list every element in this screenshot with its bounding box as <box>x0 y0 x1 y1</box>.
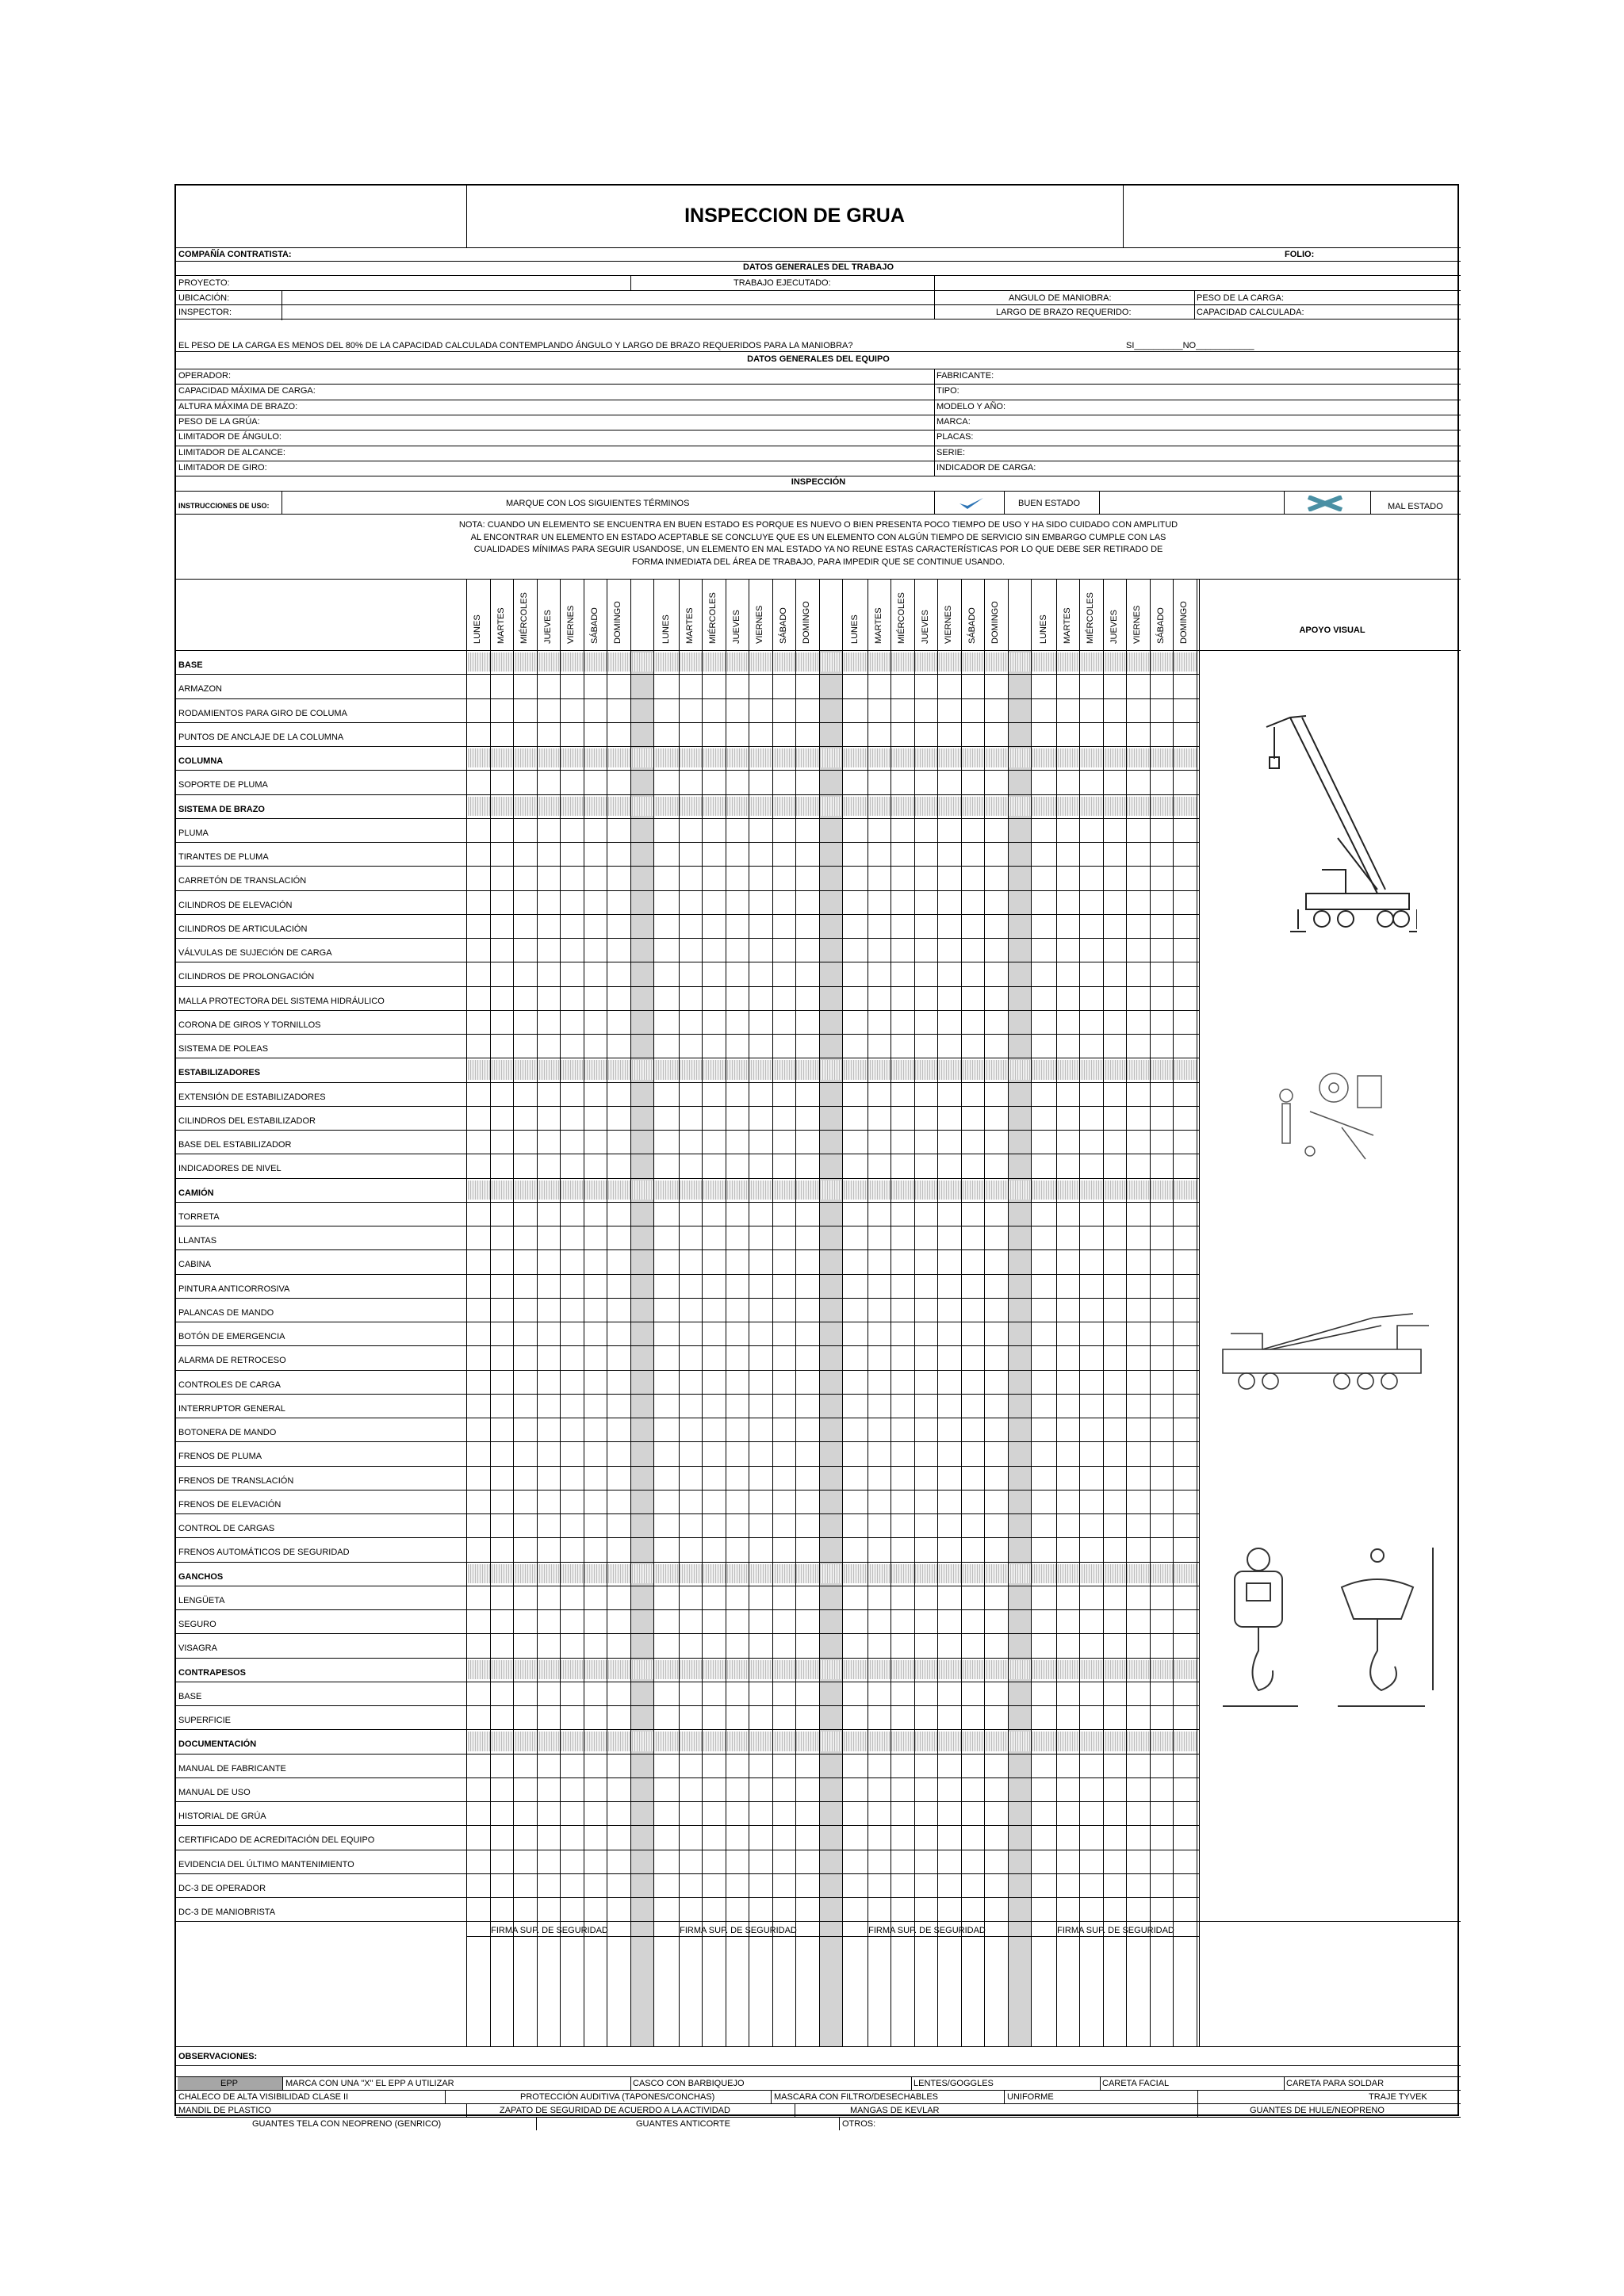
day-header: SÁBADO <box>589 607 599 644</box>
item-label: BOTONERA DE MANDO <box>178 1428 277 1437</box>
row-rule <box>176 1441 1199 1442</box>
col-rule <box>961 579 962 2046</box>
day-header: DOMINGO <box>802 601 811 644</box>
row-rule <box>176 1106 1199 1107</box>
row-rule <box>176 1658 1199 1659</box>
day-header: VIERNES <box>566 605 576 644</box>
row-rule <box>176 698 1199 699</box>
rule <box>176 351 1461 352</box>
item-label: SEGURO <box>178 1620 216 1629</box>
row-rule <box>176 1202 1199 1203</box>
col-rule <box>702 579 703 2046</box>
equipment-field-right: MARCA: <box>936 416 971 427</box>
rule <box>176 2103 1461 2104</box>
equipment-field-right: INDICADOR DE CARGA: <box>936 462 1036 473</box>
section-hatch <box>468 1732 1197 1751</box>
observations-label: OBSERVACIONES: <box>178 2052 258 2062</box>
day-header: SÁBADO <box>778 607 788 644</box>
epp-item: CASCO CON BARBIQUEJO <box>633 2079 745 2089</box>
work-done-label: TRABAJO EJECUTADO: <box>733 278 831 288</box>
signature-label: FIRMA SUP. DE SEGURIDAD <box>868 1926 986 1936</box>
day-header: MIÉRCOLES <box>519 592 529 644</box>
rule <box>630 275 631 290</box>
col-rule <box>1173 579 1174 2046</box>
inspection-note-line: FORMA INMEDIATA DEL ÁREA DE TRABAJO, PARA IMPEDIR QUE SE CONTINUE USANDO. <box>631 557 1005 567</box>
check-icon <box>958 496 985 511</box>
row-rule <box>176 1513 1199 1514</box>
row-rule <box>176 1034 1199 1035</box>
epp-item: CARETA PARA SOLDAR <box>1286 2079 1385 2089</box>
cross-icon <box>1307 496 1343 511</box>
item-label: CABINA <box>178 1260 211 1270</box>
equipment-field-left: LIMITADOR DE ALCANCE: <box>178 447 285 457</box>
row-rule <box>176 722 1199 723</box>
general-work-title: DATOS GENERALES DEL TRABAJO <box>742 262 894 272</box>
row-rule <box>176 1249 1199 1250</box>
rule <box>1199 1921 1461 1922</box>
day-header: DOMINGO <box>990 601 1000 644</box>
rule <box>176 290 1461 291</box>
item-label: PINTURA ANTICORROSIVA <box>178 1284 290 1294</box>
rule <box>466 2103 467 2117</box>
col-rule <box>537 579 538 2046</box>
row-rule <box>176 1370 1199 1371</box>
item-label: MANUAL DE USO <box>178 1787 251 1797</box>
inspection-note-line: AL ENCONTRAR UN ELEMENTO EN ESTADO ACEPTABLE SE CONCLUYE QUE ES UN ELEMENTO CON ALGÚN TIEMPO DE SERVICIO SIN EMBARGO CUMPLE CON LAS <box>470 532 1166 542</box>
item-label: CORONA DE GIROS Y TORNILLOS <box>178 1020 321 1030</box>
row-rule <box>176 1897 1199 1898</box>
section-label: SISTEMA DE BRAZO <box>178 804 265 814</box>
signature-label: FIRMA SUP. DE SEGURIDAD <box>1057 1926 1174 1936</box>
equipment-field-left: OPERADOR: <box>178 371 232 381</box>
day-header: MARTES <box>1062 607 1072 644</box>
day-header: VIERNES <box>1132 605 1142 644</box>
row-rule <box>176 1274 1199 1275</box>
col-rule <box>984 579 985 2046</box>
day-header: VIERNES <box>755 605 764 644</box>
rule <box>176 261 1461 262</box>
row-rule <box>176 986 1199 987</box>
section-label: DOCUMENTACIÓN <box>178 1739 257 1750</box>
crane-drawing-icon <box>1258 711 1417 965</box>
item-label: BOTÓN DE EMERGENCIA <box>178 1332 285 1341</box>
folio-label: FOLIO: <box>1285 250 1315 259</box>
item-label: FRENOS DE ELEVACIÓN <box>178 1499 282 1510</box>
row-rule <box>176 1754 1199 1755</box>
epp-item: GUANTES DE HULE/NEOPRENO <box>1250 2106 1385 2116</box>
signature-label: FIRMA SUP. DE SEGURIDAD <box>680 1926 797 1936</box>
row-rule <box>176 1466 1199 1467</box>
equipment-field-right: MODELO Y AÑO: <box>936 401 1006 411</box>
row-rule <box>176 794 1199 795</box>
row-rule <box>176 1345 1199 1346</box>
hook-scale-icon <box>1211 1540 1449 1714</box>
col-rule <box>560 579 561 2046</box>
rule <box>934 491 935 514</box>
col-rule <box>914 579 915 2046</box>
equipment-field-left: LIMITADOR DE GIRO: <box>178 462 267 473</box>
item-label: SISTEMA DE POLEAS <box>178 1044 269 1054</box>
section-hatch <box>468 1564 1197 1583</box>
row-rule <box>176 1178 1199 1179</box>
col-rule <box>679 579 680 2046</box>
row-rule <box>176 818 1199 819</box>
day-header: DOMINGO <box>1179 601 1189 644</box>
row-rule <box>176 842 1199 843</box>
epp-item: CHALECO DE ALTA VISIBILIDAD CLASE II <box>178 2092 349 2103</box>
day-header: LUNES <box>661 614 671 644</box>
equipment-field-left: LIMITADOR DE ÁNGULO: <box>178 432 282 442</box>
row-rule <box>176 1537 1199 1538</box>
day-header: DOMINGO <box>613 601 622 644</box>
epp-instruction: MARCA CON UNA "X" EL EPP A UTILIZAR <box>285 2079 454 2089</box>
item-label: CONTROL DE CARGAS <box>178 1524 275 1533</box>
rule <box>282 2076 283 2090</box>
epp-item: MASCARA CON FILTRO/DESECHABLES <box>774 2092 939 2103</box>
separator-column <box>1008 650 1032 2046</box>
item-label: DC-3 DE MANIOBRISTA <box>178 1908 276 1917</box>
col-rule <box>630 579 631 2046</box>
item-label: FRENOS AUTOMÁTICOS DE SEGURIDAD <box>178 1548 350 1558</box>
item-label: ARMAZON <box>178 684 222 695</box>
row-rule <box>176 1777 1199 1778</box>
item-label: MALLA PROTECTORA DEL SISTEMA HIDRÁULICO <box>178 996 385 1006</box>
item-label: FRENOS DE PLUMA <box>178 1452 262 1462</box>
rule <box>630 2076 631 2090</box>
item-label: PLUMA <box>178 828 209 838</box>
row-rule <box>176 746 1199 747</box>
rule <box>536 2117 537 2130</box>
rule <box>1004 2090 1005 2103</box>
col-rule <box>490 579 491 2046</box>
section-label: COLUMNA <box>178 756 224 766</box>
day-header: MARTES <box>873 607 883 644</box>
rule <box>176 650 1461 651</box>
visual-aid-header: APOYO VISUAL <box>1299 626 1365 635</box>
item-label: RODAMIENTOS PARA GIRO DE COLUMA <box>178 708 347 718</box>
calc-capacity-label: CAPACIDAD CALCULADA: <box>1197 308 1304 317</box>
mark-terms-label: MARQUE CON LOS SIGUIENTES TÉRMINOS <box>506 499 690 508</box>
rule <box>445 2090 446 2103</box>
section-hatch <box>468 1660 1197 1679</box>
rule <box>176 2065 1461 2066</box>
inspection-note-line: NOTA: CUANDO UN ELEMENTO SE ENCUENTRA EN BUEN ESTADO ES PORQUE ES NUEVO O BIEN PRESENTA POCO TIEMPO DE USO Y HA SIDO CUIDADO CON AMPLITUD <box>458 520 1178 530</box>
location-label: UBICACIÓN: <box>178 293 230 303</box>
project-label: PROYECTO: <box>178 278 230 288</box>
epp-item: LENTES/GOGGLES <box>914 2079 994 2089</box>
row-rule <box>176 866 1199 867</box>
rule <box>176 275 1461 276</box>
instructions-label: INSTRUCCIONES DE USO: <box>178 502 270 510</box>
row-rule <box>176 1010 1199 1011</box>
epp-item: GUANTES TELA CON NEOPRENO (GENRICO) <box>252 2119 442 2130</box>
rule <box>934 275 935 319</box>
row-rule <box>176 674 1199 675</box>
col-rule <box>772 579 773 2046</box>
row-rule <box>176 1130 1199 1131</box>
item-label: LENGÜETA <box>178 1595 225 1605</box>
signature-label: FIRMA SUP. DE SEGURIDAD <box>491 1926 608 1936</box>
section-hatch <box>468 652 1197 672</box>
equipment-field-right: SERIE: <box>936 447 966 457</box>
load-question: EL PESO DE LA CARGA ES MENOS DEL 80% DE LA CAPACIDAD CALCULADA CONTEMPLANDO ÁNGULO Y LARGO DE BRAZO REQUERIDOS PARA LA MANIOBRA? <box>178 341 853 350</box>
day-header: MIÉRCOLES <box>897 592 906 644</box>
rule <box>176 247 1461 248</box>
item-label: TORRETA <box>178 1211 220 1222</box>
day-header: JUEVES <box>1109 610 1119 644</box>
section-label: GANCHOS <box>178 1571 224 1582</box>
rule <box>176 384 1461 385</box>
row-rule <box>176 1873 1199 1874</box>
epp-item: OTROS: <box>842 2119 876 2130</box>
item-label: CILINDROS DE ARTICULACIÓN <box>178 924 308 934</box>
section-label: CAMIÓN <box>178 1188 214 1198</box>
company-label: COMPAÑÍA CONTRATISTA: <box>178 250 292 259</box>
rule <box>1197 2103 1198 2117</box>
row-rule <box>176 770 1199 771</box>
col-rule <box>819 579 820 2046</box>
item-label: BASE DEL ESTABILIZADOR <box>178 1140 292 1150</box>
section-label: ESTABILIZADORES <box>178 1068 261 1078</box>
angle-label: ANGULO DE MANIOBRA: <box>1009 293 1112 303</box>
rule <box>1197 2090 1198 2103</box>
section-label: BASE <box>178 660 203 670</box>
item-label: VÁLVULAS DE SUJECIÓN DE CARGA <box>178 948 332 958</box>
item-label: CILINDROS DEL ESTABILIZADOR <box>178 1115 316 1126</box>
row-rule <box>176 1705 1199 1706</box>
item-label: CONTROLES DE CARGA <box>178 1380 281 1390</box>
epp-item: MANGAS DE KEVLAR <box>850 2106 940 2116</box>
equipment-title: DATOS GENERALES DEL EQUIPO <box>747 354 890 364</box>
equipment-field-left: PESO DE LA GRÚA: <box>178 416 260 427</box>
inspection-note-line: CUALIDADES MÍNIMAS PARA SEGUIR USANDOSE, UN ELEMENTO EN MAL ESTADO YA NO REUNE ESTAS CARACTERÍSTICAS POR LO QUE DEBE SER RETIRADO DE <box>473 545 1163 554</box>
rule <box>1199 579 1200 2046</box>
inspector-label: INSPECTOR: <box>178 308 232 317</box>
rule <box>934 369 935 476</box>
row-rule <box>176 938 1199 939</box>
rule <box>466 1936 1199 1937</box>
item-label: HISTORIAL DE GRÚA <box>178 1812 266 1821</box>
title-divider-right <box>1123 186 1124 247</box>
day-header: SÁBADO <box>1155 607 1166 644</box>
row-rule <box>176 1298 1199 1299</box>
section-hatch <box>468 1060 1197 1079</box>
epp-item: GUANTES ANTICORTE <box>636 2119 730 2130</box>
rule <box>1100 2076 1101 2090</box>
item-label: INDICADORES DE NIVEL <box>178 1164 282 1174</box>
item-label: CARRETÓN DE TRANSLACIÓN <box>178 876 307 886</box>
rule <box>1284 491 1285 514</box>
equipment-field-right: PLACAS: <box>936 432 974 442</box>
equipment-field-left: ALTURA MÁXIMA DE BRAZO: <box>178 401 298 411</box>
col-rule <box>842 579 843 2046</box>
col-rule <box>795 579 796 2046</box>
day-header: MIÉRCOLES <box>1086 592 1095 644</box>
item-label: SOPORTE DE PLUMA <box>178 780 268 790</box>
yes-no-field: SI__________NO____________ <box>1126 341 1254 350</box>
separator-column <box>630 650 654 2046</box>
col-rule <box>1150 579 1151 2046</box>
inspection-title: INSPECCIÓN <box>791 477 846 487</box>
epp-item: ZAPATO DE SEGURIDAD DE ACUERDO A LA ACTIVIDAD <box>500 2106 730 2116</box>
item-label: EVIDENCIA DEL ÚLTIMO MANTENIMIENTO <box>178 1859 354 1869</box>
item-label: SUPERFICIE <box>178 1716 232 1725</box>
rule <box>176 2090 1461 2091</box>
col-rule <box>1031 579 1032 2046</box>
section-label: CONTRAPESOS <box>178 1667 246 1678</box>
item-label: INTERRUPTOR GENERAL <box>178 1403 285 1414</box>
row-rule <box>176 1825 1199 1826</box>
rule <box>176 514 1461 515</box>
col-rule <box>1056 579 1057 2046</box>
item-label: PUNTOS DE ANCLAJE DE LA COLUMNA <box>178 732 344 742</box>
rule <box>911 2076 912 2090</box>
item-label: LLANTAS <box>178 1236 217 1246</box>
parts-exploded-icon <box>1262 1064 1397 1167</box>
item-label: CILINDROS DE ELEVACIÓN <box>178 900 293 910</box>
rule <box>1004 491 1005 514</box>
col-rule <box>1103 579 1104 2046</box>
day-header: JUEVES <box>920 610 930 644</box>
day-header: LUNES <box>1039 614 1048 644</box>
good-state-label: BUEN ESTADO <box>1018 499 1081 508</box>
row-rule <box>176 1609 1199 1610</box>
col-rule <box>653 579 654 2046</box>
day-header: JUEVES <box>542 610 553 644</box>
row-rule <box>176 1562 1199 1563</box>
separator-column <box>819 650 843 2046</box>
col-rule <box>1126 579 1127 2046</box>
truck-crane-icon <box>1215 1302 1437 1405</box>
item-label: CILINDROS DE PROLONGACIÓN <box>178 972 315 982</box>
title-divider-left <box>466 186 467 247</box>
rule <box>839 2117 840 2130</box>
row-rule <box>176 1633 1199 1634</box>
row-rule <box>176 1729 1199 1730</box>
inspection-sheet <box>174 184 1459 2130</box>
boom-length-label: LARGO DE BRAZO REQUERIDO: <box>996 308 1132 317</box>
section-hatch <box>468 1181 1197 1200</box>
rule <box>176 2117 1461 2118</box>
rule <box>176 304 1461 305</box>
item-label: MANUAL DE FABRICANTE <box>178 1763 286 1774</box>
item-label: BASE <box>178 1691 202 1701</box>
item-label: PALANCAS DE MANDO <box>178 1307 274 1318</box>
rule <box>1284 2076 1285 2090</box>
rule <box>176 491 1461 492</box>
row-rule <box>176 1921 1199 1922</box>
equipment-field-right: TIPO: <box>936 386 959 396</box>
col-rule <box>937 579 938 2046</box>
page-title: INSPECCION DE GRUA <box>684 205 905 227</box>
row-rule <box>176 1394 1199 1395</box>
section-hatch <box>468 748 1197 767</box>
day-header: MARTES <box>684 607 695 644</box>
rule <box>1099 491 1100 514</box>
epp-item: UNIFORME <box>1007 2092 1054 2103</box>
day-header: JUEVES <box>731 610 741 644</box>
item-label: VISAGRA <box>178 1644 217 1654</box>
rule <box>176 2046 1461 2047</box>
rule <box>176 579 1461 580</box>
rule <box>771 2090 772 2103</box>
row-rule <box>176 890 1199 891</box>
epp-item: CARETA FACIAL <box>1102 2079 1170 2089</box>
item-label: ALARMA DE RETROCESO <box>178 1356 286 1366</box>
rule <box>1370 491 1371 514</box>
equipment-field-left: CAPACIDAD MÁXIMA DE CARGA: <box>178 386 316 396</box>
epp-label: EPP <box>220 2079 239 2089</box>
col-rule <box>1008 579 1009 2046</box>
rule <box>176 2076 1461 2077</box>
rule <box>176 319 1461 320</box>
item-label: FRENOS DE TRANSLACIÓN <box>178 1475 294 1486</box>
day-header: SÁBADO <box>967 607 977 644</box>
day-header: MARTES <box>496 607 506 644</box>
section-hatch <box>468 797 1197 816</box>
row-rule <box>176 1801 1199 1802</box>
day-header: LUNES <box>473 614 482 644</box>
epp-item: PROTECCIÓN AUDITIVA (TAPONES/CONCHAS) <box>520 2092 715 2103</box>
load-weight-label: PESO DE LA CARGA: <box>1197 293 1285 303</box>
item-label: TIRANTES DE PLUMA <box>178 852 269 862</box>
day-header: VIERNES <box>944 605 953 644</box>
day-header: MIÉRCOLES <box>708 592 718 644</box>
day-header: LUNES <box>850 614 860 644</box>
epp-item: TRAJE TYVEK <box>1369 2092 1427 2103</box>
col-rule <box>513 579 514 2046</box>
equipment-field-right: FABRICANTE: <box>936 371 994 381</box>
item-label: CERTIFICADO DE ACREDITACIÓN DEL EQUIPO <box>178 1835 375 1846</box>
item-label: EXTENSIÓN DE ESTABILIZADORES <box>178 1092 326 1102</box>
col-rule <box>1079 579 1080 2046</box>
row-rule <box>176 1082 1199 1083</box>
item-label: DC-3 DE OPERADOR <box>178 1883 266 1893</box>
rule <box>466 579 467 2046</box>
bad-state-label: MAL ESTADO <box>1388 502 1443 511</box>
epp-item: MANDIL DE PLASTICO <box>178 2106 271 2116</box>
row-rule <box>176 914 1199 915</box>
